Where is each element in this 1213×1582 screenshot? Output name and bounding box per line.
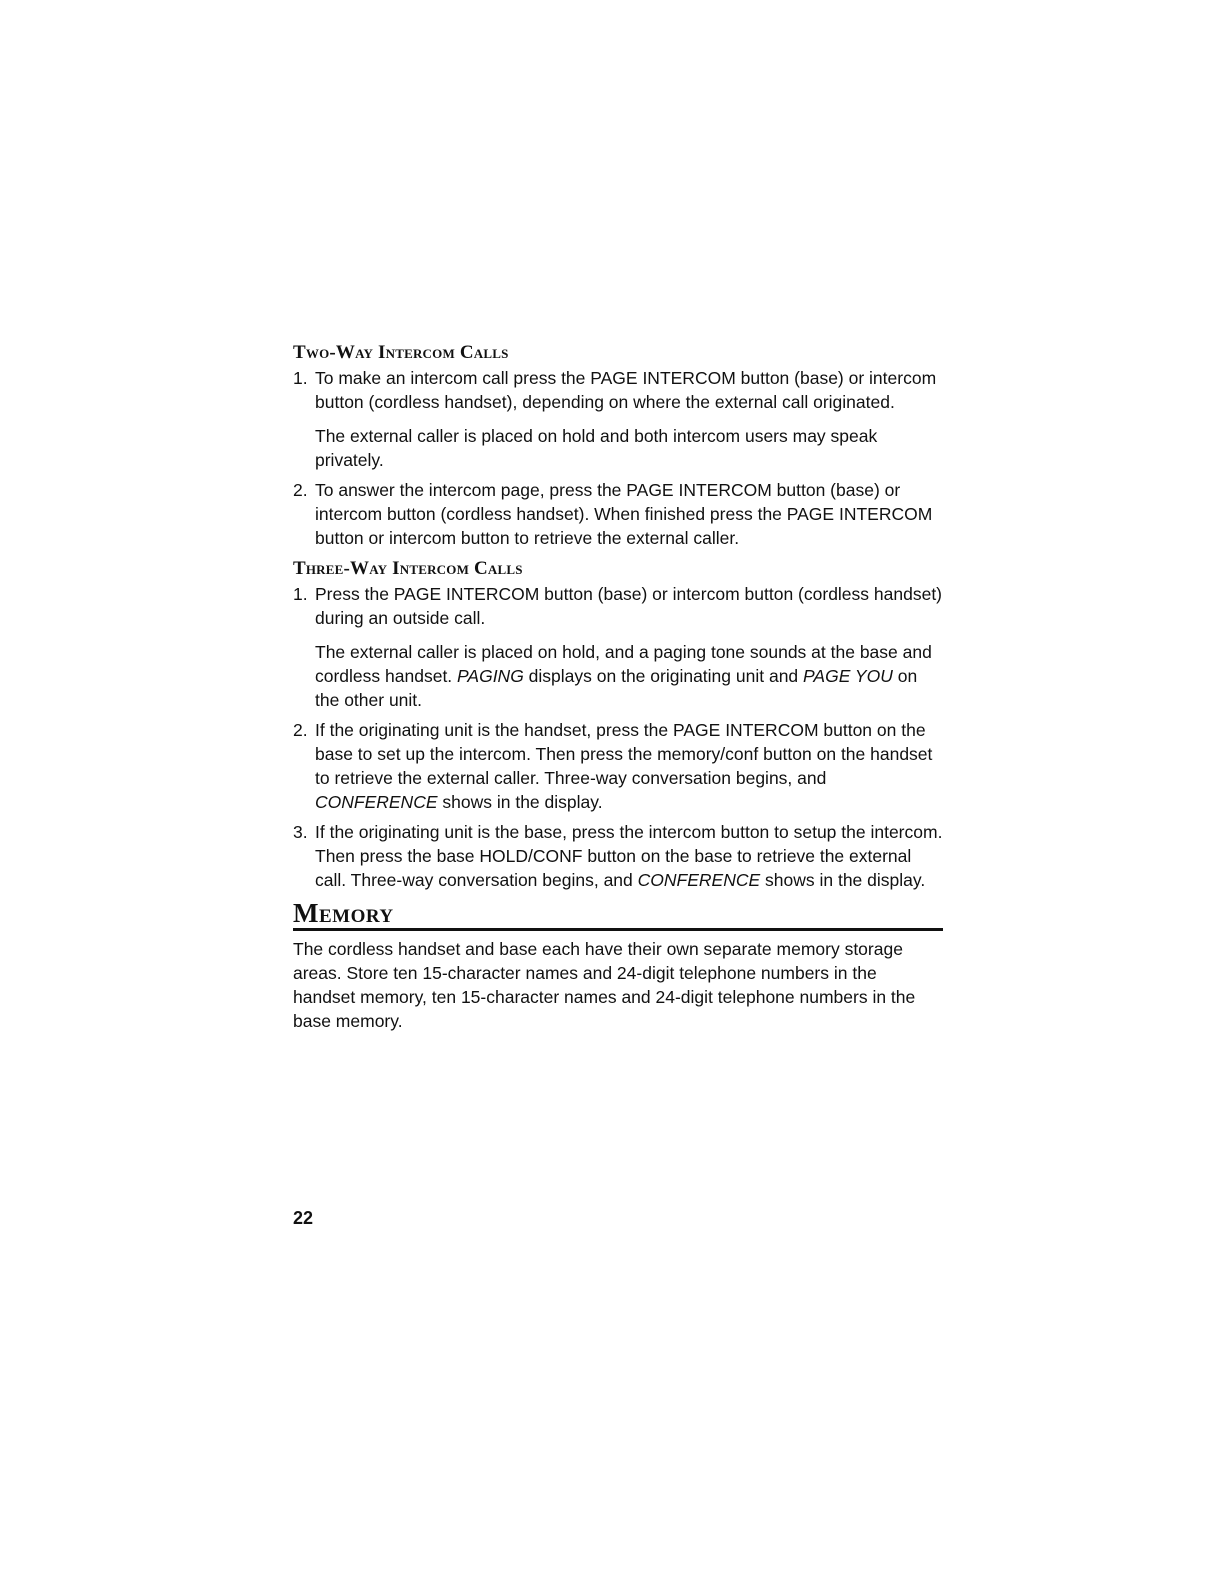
two-way-steps: [293, 366, 943, 550]
three-way-intercom-heading: Three-Way Intercom Calls: [293, 558, 523, 579]
three-way-step-1: [293, 582, 943, 712]
step-text-part: If the originating unit is the handset, press the PAGE INTERCOM button on the base to set up the intercom. Then press the memory/conf button on the handset to retrieve the external caller. Three-way conversation begins, and: [315, 720, 933, 788]
step-text-part: If the originating unit is the base, press the intercom button to setup the intercom. Then press the base HOLD/CONF button on the base to retrieve the external call. Three-way conversation begins, and: [315, 822, 943, 890]
two-way-intercom-heading: Two-Way Intercom Calls: [293, 342, 509, 363]
two-way-step-1: [293, 366, 943, 472]
step-text-part: shows in the display.: [760, 870, 926, 890]
page-content: [293, 340, 943, 1033]
note-text: on the other unit.: [315, 666, 918, 710]
three-way-steps: [293, 582, 943, 892]
step-text-part: shows in the display.: [437, 792, 603, 812]
note-text: The external caller is placed on hold, and a paging tone sounds at the base and cordless handset.: [315, 642, 932, 686]
step-number: 2.: [293, 480, 308, 500]
three-way-step-2: [293, 718, 943, 814]
step-text: [315, 718, 943, 814]
three-way-step-3: [293, 820, 943, 892]
display-text-paging: PAGING: [457, 666, 524, 686]
memory-heading-rule: [293, 898, 943, 931]
step-text: To make an intercom call press the PAGE INTERCOM button (base) or intercom button (cordless handset), depending on where the external call originated.: [315, 368, 937, 412]
step-number: 3.: [293, 822, 308, 842]
memory-heading: Memory: [293, 898, 394, 928]
display-text-conference: CONFERENCE: [637, 870, 761, 890]
two-way-step-2: [293, 478, 943, 550]
step-note: [315, 640, 943, 712]
step-note: The external caller is placed on hold and both intercom users may speak privately.: [315, 426, 878, 470]
page-number: 22: [293, 1208, 314, 1228]
memory-body: The cordless handset and base each have their own separate memory storage areas. Store ten 15-character names and 24-digit telephone numbers in the handset memory, ten 15-character names and 24-digit telephone numbers in the base memory.: [293, 939, 916, 1031]
step-number: 1.: [293, 368, 308, 388]
step-text: [315, 820, 943, 892]
step-text: To answer the intercom page, press the PAGE INTERCOM button (base) or intercom button (cordless handset). When finished press the PAGE INTERCOM button or intercom button to retrieve the external caller.: [315, 480, 933, 548]
display-text-conference: CONFERENCE: [315, 792, 438, 812]
note-text: displays on the originating unit and: [523, 666, 804, 686]
step-number: 1.: [293, 584, 308, 604]
step-number: 2.: [293, 720, 308, 740]
display-text-page-you: PAGE YOU: [803, 666, 893, 686]
step-text: Press the PAGE INTERCOM button (base) or intercom button (cordless handset) during an outside call.: [315, 584, 943, 628]
